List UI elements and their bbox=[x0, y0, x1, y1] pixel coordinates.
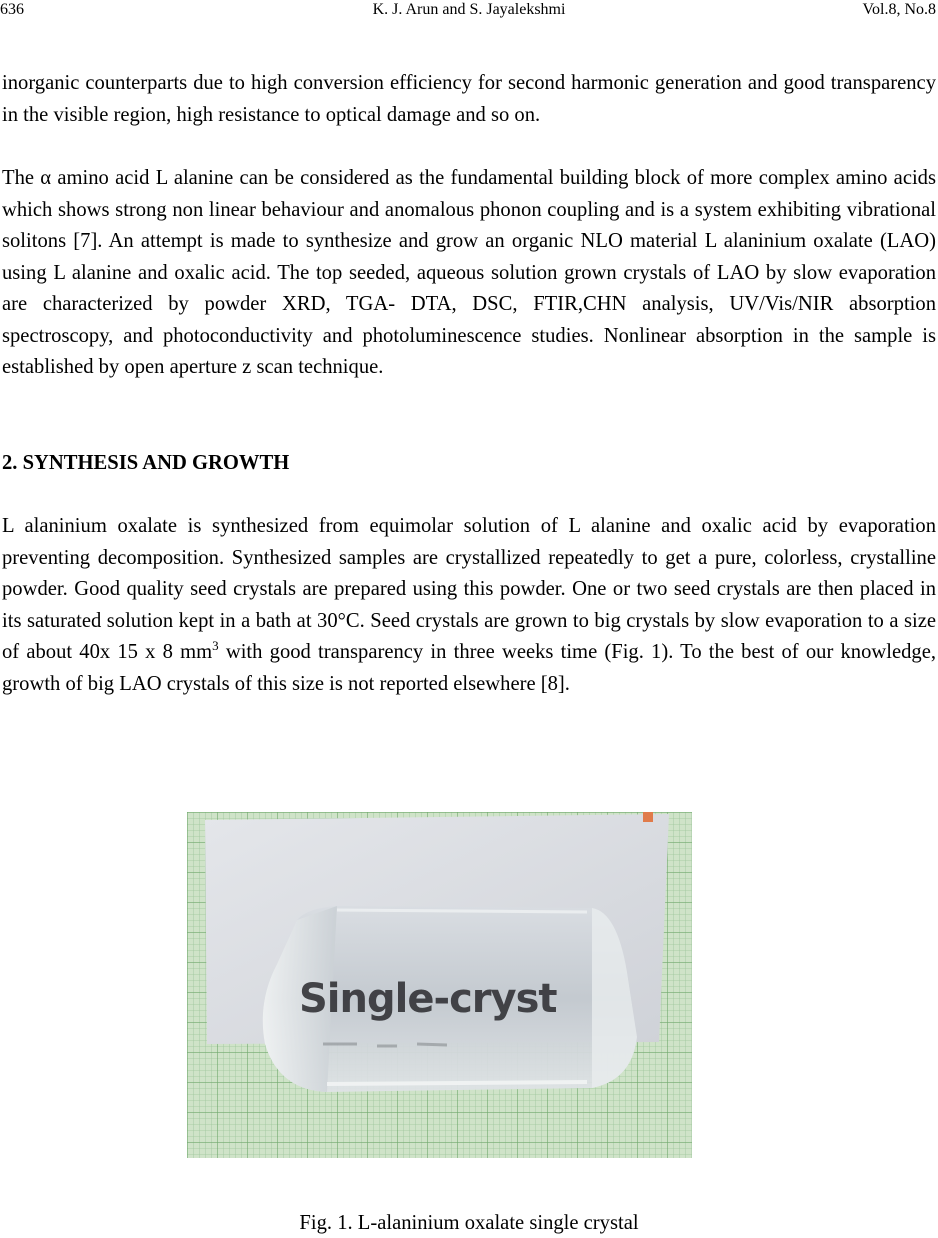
running-header bbox=[0, 0, 938, 24]
paragraph-intro-continued: inorganic counterparts due to high conversion efficiency for second harmonic generation and good transparency in the visible region, high resistance to optical damage and so on. bbox=[2, 72, 936, 126]
synthesis-text-part1: L alaninium oxalate is synthesized from equimolar solution of L alanine and oxalic acid by evaporation preventing decomposition. Synthesized samples are crystallized repeatedly to get a pure, colorless, crystalline powder. Good quality seed crystals are prepared using this powder. One or two seed crystals are then placed in its saturated solution kept in a bath at 30°C. Seed crystals are grown to big crystals by slow evaporation to a size of about 40x 15 x 8 mm bbox=[2, 515, 936, 663]
photo-label-text: Single-cryst bbox=[299, 976, 557, 1022]
paragraph-synthesis bbox=[2, 511, 936, 700]
header-volume: Vol.8, No.8 bbox=[862, 1, 936, 18]
cubic-superscript: 3 bbox=[212, 638, 219, 654]
section-heading: 2. SYNTHESIS AND GROWTH bbox=[2, 452, 290, 474]
header-authors: K. J. Arun and S. Jayalekshmi bbox=[372, 1, 566, 18]
synthesis-text-part2: with good transparency in three weeks time (Fig. 1). To the best of our knowledge, growth of big LAO crystals of this size is not reported elsewhere [8]. bbox=[2, 641, 936, 695]
paragraph-l-alanine: The α amino acid L alanine can be considered as the fundamental building block of more complex amino acids which shows strong non linear behaviour and anomalous phonon coupling and is a system exhibiting vibrational solitons [7]. An attempt is made to synthesize and grow an organic NLO material L alaninium oxalate (LAO) using L alanine and oxalic acid. The top seeded, aqueous solution grown crystals of LAO by slow evaporation are characterized by powder XRD, TGA- DTA, DSC, FTIR,CHN analysis, UV/Vis/NIR absorption spectroscopy, and photoconductivity and photoluminescence studies. Nonlinear absorption in the sample is established by open aperture z scan technique. bbox=[2, 167, 936, 378]
crystal-photo bbox=[187, 812, 692, 1158]
figure-caption: Fig. 1. L-alaninium oxalate single crystal bbox=[299, 1212, 639, 1234]
page-number: 636 bbox=[0, 1, 24, 18]
